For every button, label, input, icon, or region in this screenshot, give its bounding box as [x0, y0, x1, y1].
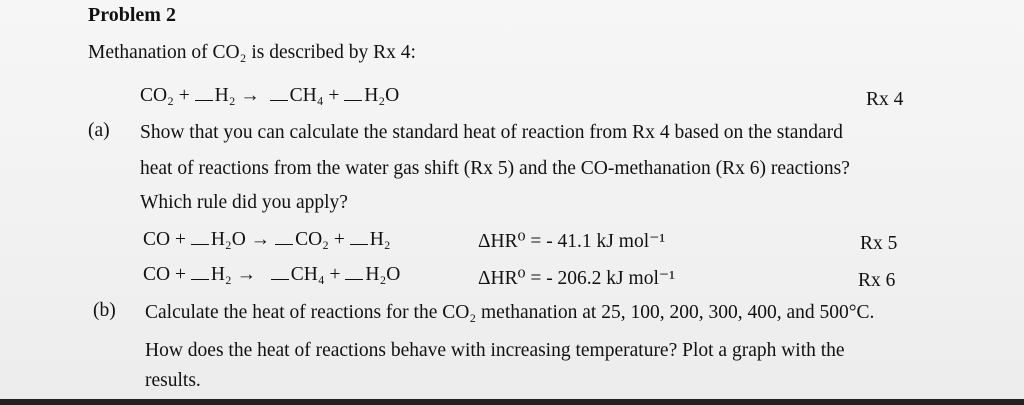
rx5-blank: [275, 230, 293, 245]
rx5-enthalpy: ΔHR⁰ = - 41.1 kJ mol⁻¹: [478, 231, 666, 252]
problem-intro: Methanation of CO₂ is described by Rx 4:: [88, 42, 416, 63]
rx4-equation: [140, 85, 399, 107]
rx4-reactant2: H₂ →: [214, 85, 260, 106]
rx4-reactant1: CO₂ +: [140, 85, 190, 106]
rx6-label: Rx 6: [858, 270, 896, 291]
part-b-line2: How does the heat of reactions behave with increasing temperature? Plot a graph with the: [145, 340, 845, 361]
rx5-blank: [191, 230, 209, 245]
part-a-line1: Show that you can calculate the standard heat of reaction from Rx 4 based on the standard: [140, 122, 843, 143]
rx6-equation: [143, 264, 400, 286]
part-b-line1: Calculate the heat of reactions for the CO₂ methanation at 25, 100, 200, 300, 400, and 500°C.: [145, 302, 875, 323]
rx5-equation: [143, 229, 391, 251]
rx4-blank: [344, 86, 362, 101]
part-b-line3: results.: [145, 370, 201, 391]
rx6-reactant1: CO +: [143, 264, 186, 285]
rx5-product1: CO₂ +: [295, 229, 345, 250]
rx6-blank: [191, 265, 209, 280]
rx6-product1: CH₄ +: [290, 264, 341, 285]
part-b-marker: (b): [93, 300, 116, 321]
page-bottom-edge: [0, 399, 1024, 405]
rx5-product2: H₂: [369, 229, 391, 250]
rx4-product1: CH₄ +: [289, 85, 340, 106]
part-a-line3: Which rule did you apply?: [140, 192, 348, 213]
rx4-label: Rx 4: [866, 89, 904, 110]
part-a-line2: heat of reactions from the water gas shift (Rx 5) and the CO-methanation (Rx 6) reactions?: [140, 158, 850, 179]
problem-title: Problem 2: [88, 4, 176, 26]
rx5-reactant1: CO +: [143, 229, 186, 250]
rx6-enthalpy: ΔHR⁰ = - 206.2 kJ mol⁻¹: [478, 268, 675, 289]
rx6-reactant2: H₂ →: [210, 264, 257, 285]
rx4-product2: H₂O: [364, 85, 400, 106]
rx5-reactant2: H₂O →: [210, 229, 271, 250]
rx6-product2: H₂O: [365, 264, 401, 285]
rx4-blank: [270, 86, 288, 101]
part-a-marker: (a): [88, 120, 110, 141]
rx6-blank: [271, 265, 289, 280]
rx4-blank: [195, 86, 213, 101]
rx5-blank: [350, 230, 368, 245]
rx6-blank: [345, 265, 363, 280]
rx5-label: Rx 5: [860, 233, 898, 254]
